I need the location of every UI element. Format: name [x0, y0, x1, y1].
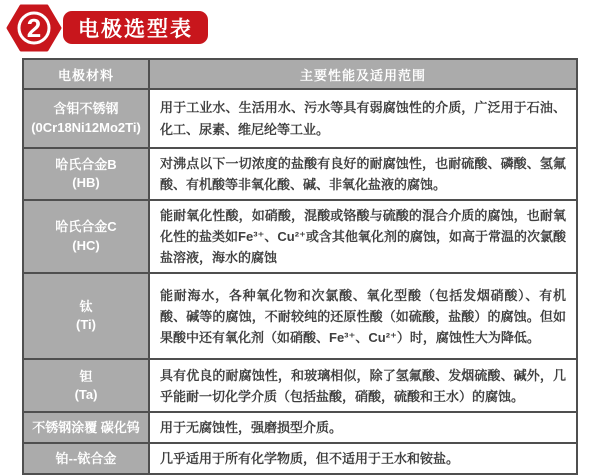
material-name: 钽: [79, 368, 93, 384]
material-cell: [23, 443, 149, 474]
material-cell: [23, 200, 149, 273]
description-cell: 具有优良的耐腐蚀性，和玻璃相似，除了氢氟酸、发烟硫酸、碱外，几乎能耐一切化学介质（包括盐酸，硝酸，硫酸和王水）的腐蚀。: [149, 359, 577, 412]
material-cell: [23, 412, 149, 443]
number-badge-icon: [6, 3, 62, 53]
description-cell: 能耐海水，各种氧化物和次氯酸、氧化型酸（包括发烟硝酸）、有机酸、碱等的腐蚀，不耐较纯的还原性酸（如硫酸，盐酸）的腐蚀。但如果酸中还有氧化剂（如硝酸、Fe³⁺、Cu²⁺）时，腐蚀性大为降低。: [149, 273, 577, 359]
description-cell: 用于工业水、生活用水、污水等具有弱腐蚀性的介质，广泛用于石油、化工、尿素、维尼纶等工业。: [149, 89, 577, 148]
table-row: [23, 273, 577, 359]
material-name: 不锈钢涂覆 碳化钨: [32, 419, 140, 435]
page-header: [0, 0, 600, 58]
material-name: 哈氏合金B: [55, 156, 117, 172]
page-title: 电极选型表: [78, 17, 193, 41]
material-name: 含钼不锈钢: [53, 101, 119, 117]
electrode-selection-table: [22, 58, 578, 475]
table-body: [23, 89, 577, 474]
table-row: [23, 89, 577, 148]
table-row: [23, 148, 577, 200]
description-cell: 几乎适用于所有化学物质，但不适用于王水和铵盐。: [149, 443, 577, 474]
material-code: (HC): [72, 237, 100, 253]
description-cell: 能耐氧化性酸，如硝酸，混酸或铬酸与硫酸的混合介质的腐蚀，也耐氧化性的盐类如Fe³⁺、Cu²⁺或含其他氧化剂的腐蚀，如高于常温的次氯酸盐溶液，海水的腐蚀: [149, 200, 577, 273]
badge-number: 2: [26, 13, 42, 43]
material-name: 铂--铱合金: [55, 450, 117, 466]
column-header-material: 电极材料: [23, 59, 149, 89]
material-cell: [23, 273, 149, 359]
description-cell: 用于无腐蚀性，强磨损型介质。: [149, 412, 577, 443]
material-code: (Ti): [76, 317, 96, 333]
material-cell: [23, 148, 149, 200]
column-header-performance: 主要性能及适用范围: [149, 59, 577, 89]
table-header-row: [23, 59, 577, 89]
material-code: (HB): [72, 175, 100, 191]
description-cell: 对沸点以下一切浓度的盐酸有良好的耐腐蚀性，也耐硫酸、磷酸、氢氟酸、有机酸等非氧化酸、碱、非氧化盐液的腐蚀。: [149, 148, 577, 200]
title-banner: [63, 11, 208, 44]
table-row: [23, 412, 577, 443]
material-cell: [23, 89, 149, 148]
material-code: (0Cr18Ni12Mo2Ti): [31, 119, 141, 135]
material-name: 哈氏合金C: [55, 219, 117, 235]
material-name: 钛: [79, 299, 93, 315]
table-row: [23, 443, 577, 474]
table-row: [23, 359, 577, 412]
material-cell: [23, 359, 149, 412]
material-code: (Ta): [74, 386, 98, 402]
table-row: [23, 200, 577, 273]
